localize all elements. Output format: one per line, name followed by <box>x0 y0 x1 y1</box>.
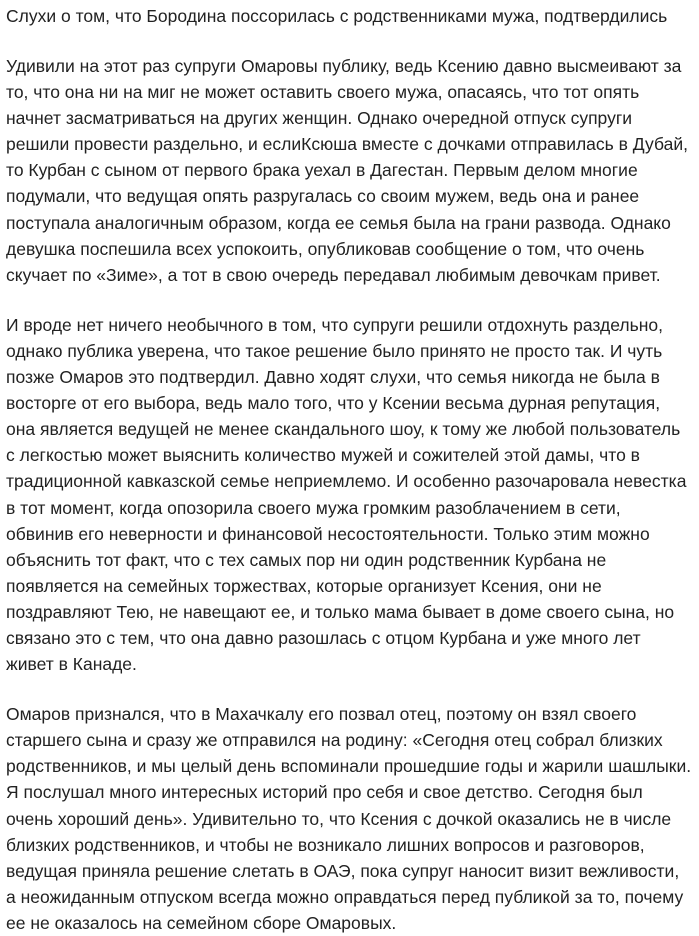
article-paragraph-3: Омаров признался, что в Махачкалу его позвал отец, поэтому он взял своего старшего сына и сразу же отправился на родину: «Сегодня отец собрал близких родственников, и мы целый день вспоминали прошедшие годы и жарили шашлыки. Я послушал много интересных историй про себя и свое детство. Сегодня был очень хороший день». Удивительно то, что Ксения с дочкой оказались не в числе близких родственников, и чтобы не возникало лишних вопросов и разговоров, ведущая приняла решение слетать в ОАЭ, пока супруг наносит визит вежливости, а неожиданным отпуском всегда можно оправдаться перед публикой за то, почему ее не оказалось на семейном сборе Омаровых. <box>6 704 692 933</box>
article-paragraph-2: И вроде нет ничего необычного в том, что супруги решили отдохнуть раздельно, однако публика уверена, что такое решение было принято не просто так. И чуть позже Омаров это подтвердил. Давно ходят слухи, что семья никогда не была в восторге от его выбора, ведь мало того, что у Ксении весьма дурная репутация, она является ведущей не менее скандального шоу, к тому же любой пользователь с легкостью может выяснить количество мужей и сожителей этой дамы, что в традиционной кавказской семье неприемлемо. И особенно разочаровала невестка в тот момент, когда опозорила своего мужа громким разоблачением в сети, обвинив его неверности и финансовой несостоятельности. Только этим можно объяснить тот факт, что с тех самых пор ни один родственник Курбана не появляется на семейных торжествах, которые организует Ксения, они не поздравляют Тею, не навещают ее, и только мама бывает в доме своего сына, но связано это с тем, что она давно разошлась с отцом Курбана и уже много лет живет в Канаде. <box>6 314 687 675</box>
article-title: Слухи о том, что Бородина поссорилась с родственниками мужа, подтвердились <box>6 6 668 26</box>
article-paragraph-1: Удивили на этот раз супруги Омаровы публику, ведь Ксению давно высмеивают за то, что она ни на миг не может оставить своего мужа, опасаясь, что тот опять начнет засматриваться на других женщин. Однако очередной отпуск супруги решили провести раздельно, и еслиКсюша вместе с дочками отправилась в Дубай, то Курбан с сыном от первого брака уехал в Дагестан. Первым делом многие подумали, что ведущая опять разругалась со своим мужем, ведь она и ранее поступала аналогичным образом, когда ее семья была на грани развода. Однако девушка поспешила всех успокоить, опубликовав сообщение о том, что очень скучает по «Зиме», а тот в свою очередь передавал любимым девочкам привет. <box>6 56 688 285</box>
